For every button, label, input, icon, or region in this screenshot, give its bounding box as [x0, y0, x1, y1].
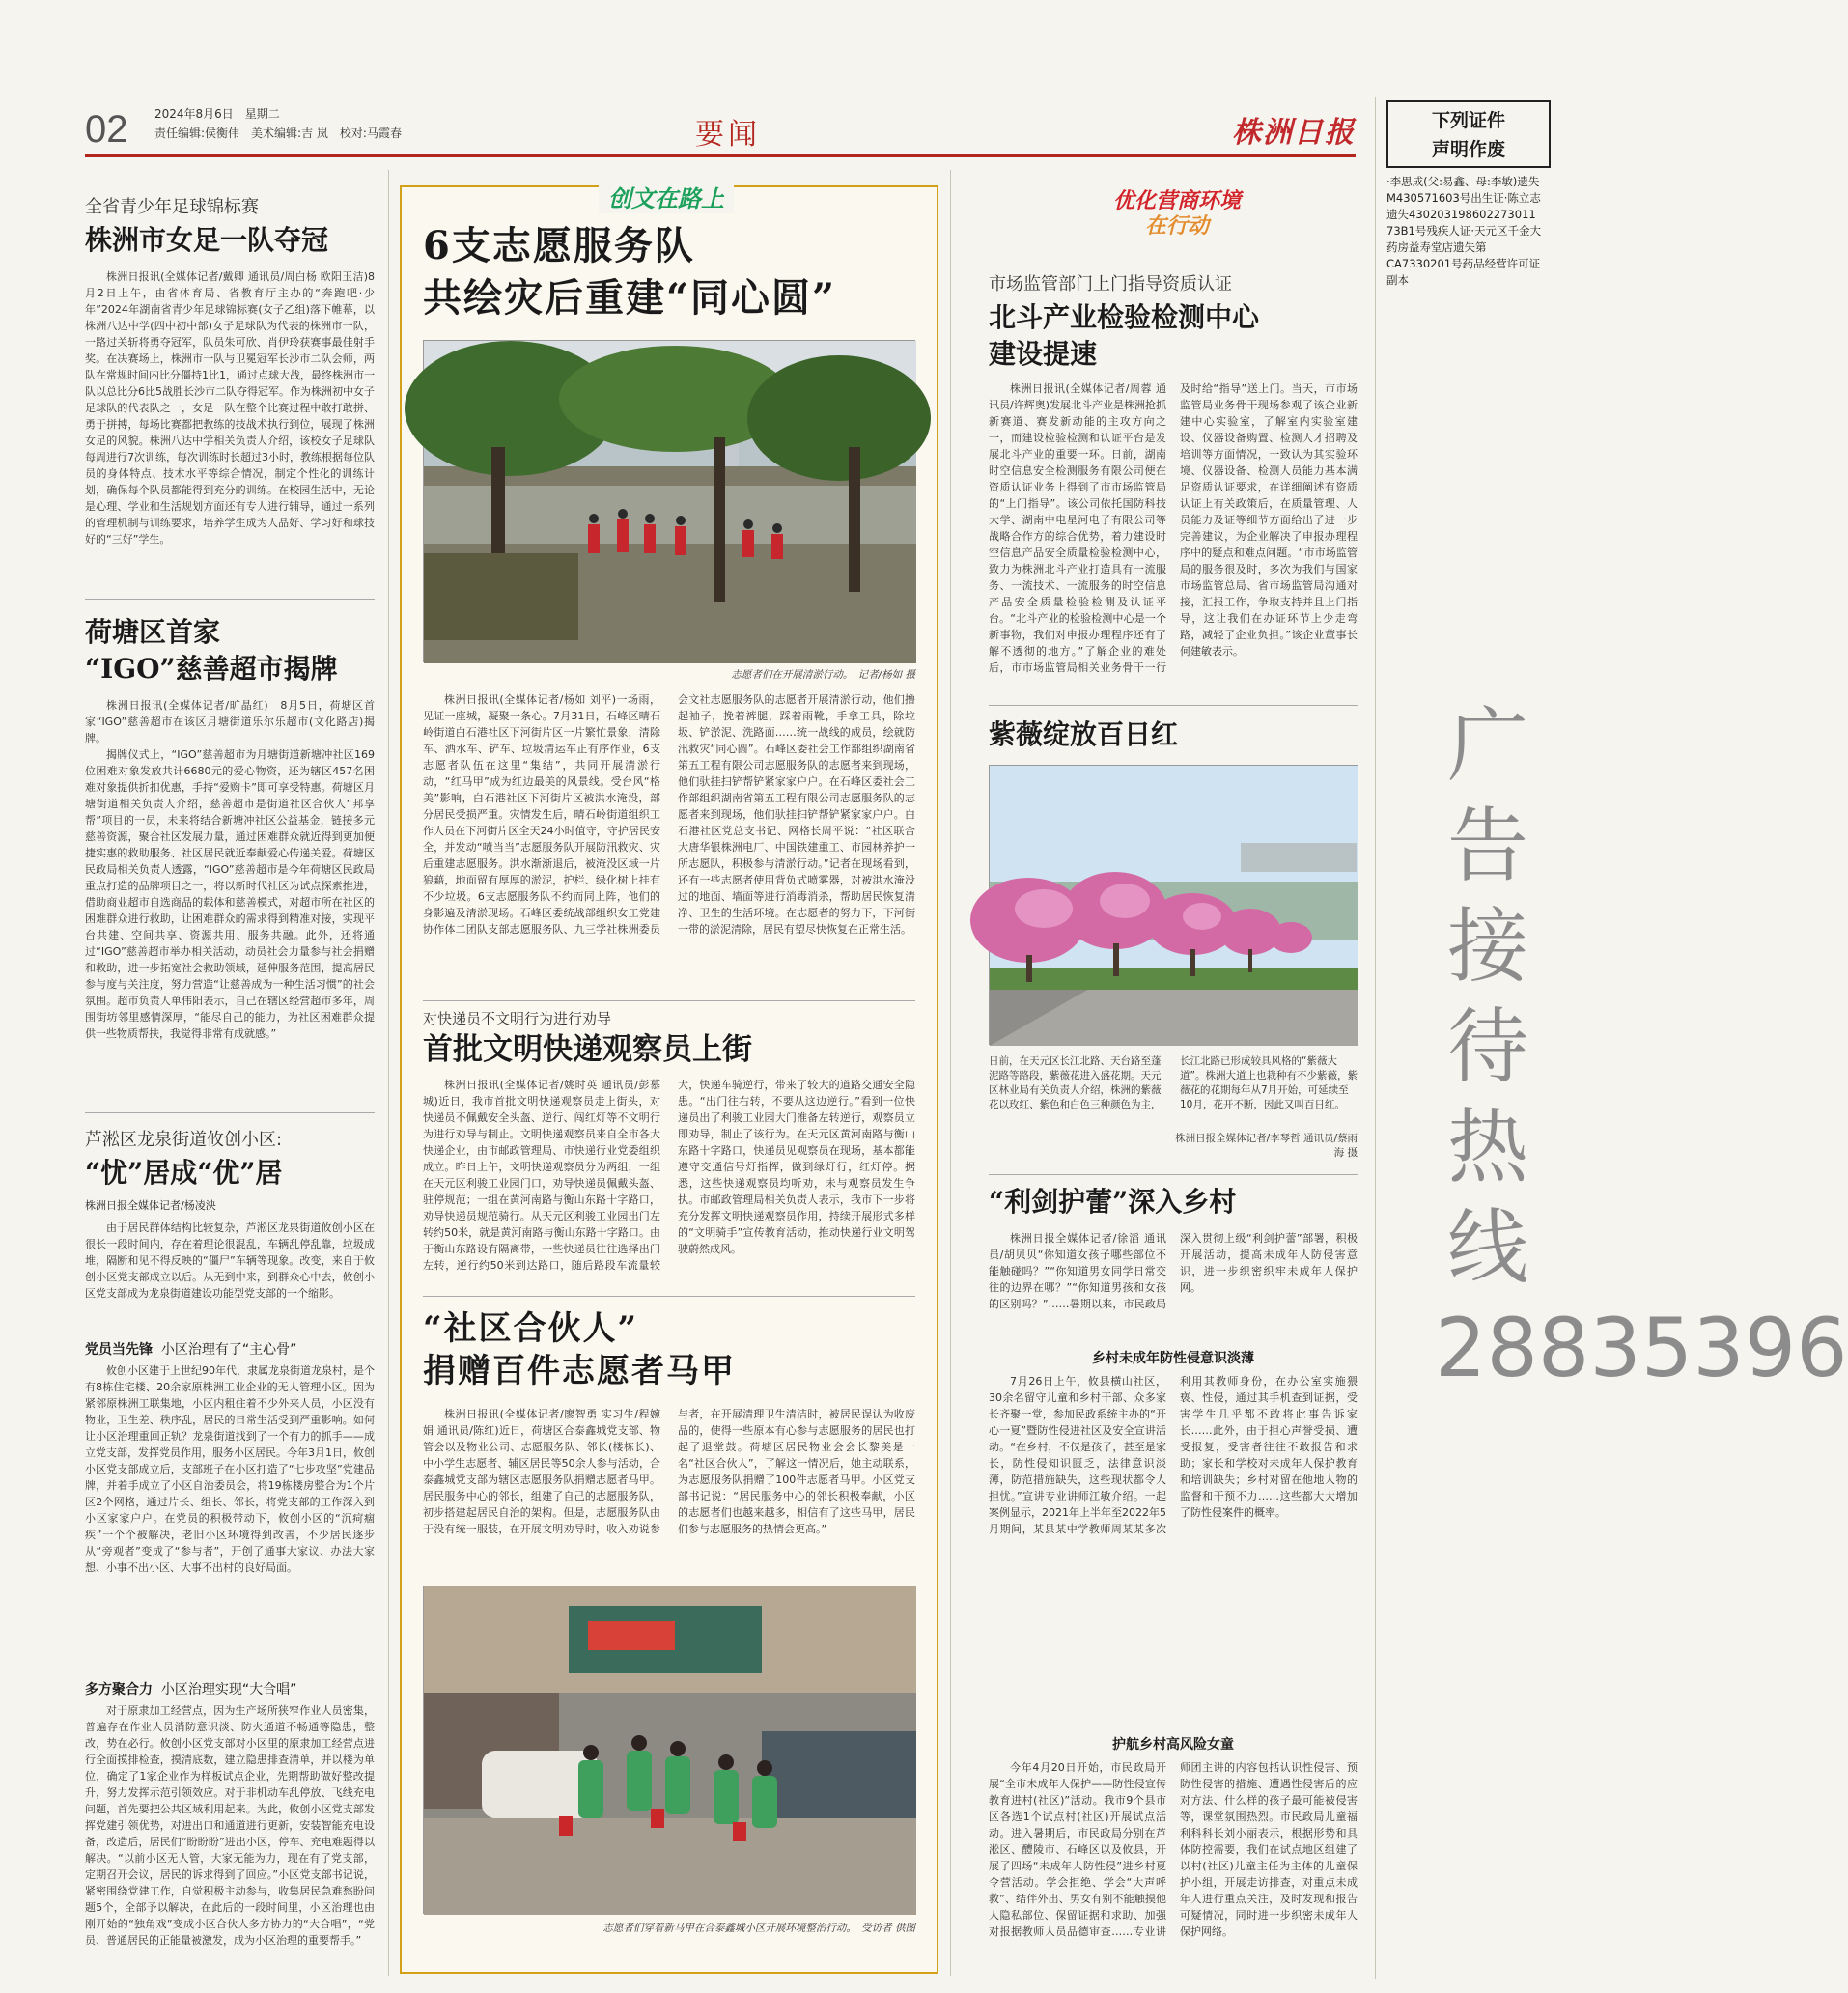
- article-byline: 株洲日报讯(全媒体记者/杨如 刘平): [444, 693, 617, 706]
- article-courier: [423, 1008, 915, 1297]
- article-kicker: 市场监管部门上门指导资质认证: [989, 274, 1232, 295]
- badge-line-2: 在行动: [1144, 214, 1209, 239]
- subheading-1: 乡村未成年防性侵意识淡薄: [1092, 1351, 1254, 1366]
- article-charity-market: [85, 614, 375, 1114]
- article-byline: 株洲日报讯(全媒体记者/周蓉 通讯员/许辉奥): [989, 382, 1166, 411]
- article-divider: [85, 599, 375, 600]
- article-byline: 株洲日报讯(全媒体记者/戴卿 通讯员/周白杨 欧阳玉洁): [106, 270, 368, 283]
- notice-body: ·李思成(父:易鑫、母:李敏)遗失M430571603号出生证·陈立志遗失430203198602273011 73B1号残疾人证·天元区千金大药房益寿堂店遗失第CA7330201号药品经营许可证副本: [1386, 175, 1541, 287]
- article-divider: [85, 1112, 375, 1113]
- article-divider: [423, 1296, 915, 1297]
- article-title-line2: 建设提速: [989, 338, 1098, 370]
- article-title: 株洲市女足一队夺冠: [85, 224, 329, 256]
- article-community-partner: [423, 1307, 915, 1568]
- subheading-tail: 小区治理有了“主心骨”: [160, 1342, 297, 1358]
- article-body: [85, 697, 375, 1114]
- article-kicker: 对快递员不文明行为进行劝导: [423, 1010, 612, 1027]
- article-title-line2: “IGO”慈善超市揭牌: [85, 653, 338, 685]
- notice-title-text: 下列证件 声明作废: [1431, 110, 1505, 160]
- article-text: 由于居民群体结构比较复杂，芦淞区龙泉街道攸创小区在很长一段时间内，存在着理论很混乱，车辆乱停乱靠，垃圾成堆，隔断和见不得反映的“僵尸”车辆等现象。改变，来自于攸创小区党支部成立以后。从无到中来，到群众心中去，攸创小区党支部成为龙泉街道建设功能型党支部的一个缩影。: [85, 1221, 375, 1300]
- article-body: [85, 1220, 375, 1333]
- article-body-3: [989, 1759, 1358, 1991]
- article-beidou: [989, 270, 1358, 722]
- article-divider: [423, 1000, 915, 1001]
- article-text-2: 攸创小区建于上世纪90年代，隶属龙泉街道龙泉村，是个有8栋住宅楼、20余家原株洲工业企业的无人管理小区。因为紧邻原株洲工联集地，小区内租住着不少外来人员，小区没有物业，卫生差、秩序乱，居民的日常生活受到严重影响。如何让小区治理重回正轨？龙泉街道找到了一个有力的抓手——成立党支部，发挥党员作用，服务小区居民。今年3月1日，攸创小区党支部成立后，支部班子在小区打造了“七步攻坚”党建品牌，并着手成立了小区自治委员会，将19栋楼房整合为1个片区2个网格，通过片长、组长、邻长，将党支部的工作深入到小区家家户户。在党员的积极带动下，攸创小区的“沉疴痼疾”一个个被解决，老旧小区环境得到改善，不少居民逐步从“旁观者”变成了“参与者”，开创了通事大家议、办法大家想、小事不出小区、大事不出村的良好局面。: [85, 1364, 375, 1574]
- column-divider-3: [950, 170, 951, 1976]
- article-text: 近日，我市首批文明快递观察员走上街头，对快递员不佩戴安全头盔、逆行、闯红灯等不文明行为进行劝导与制止。文明快递观察员来自全市各大快递企业，由市邮政管理局、市快递行业党委组织成立。昨日上午，文明快递观察员分为两组，一组在天元区利骏工业园门口，劝导快递员佩戴头盔、驻停规范；一组在黄河南路与衡山东路十字路口，劝导快递员规范骑行。从天元区利骏工业园出门左转约50米，就是黄河南路与衡山东路十字路口。由于衡山东路设有隔离带，一些快递员往往选择出门左转，逆行约50米到达路口，随后路段车流量较大，快递车骑逆行，带来了较大的道路交通安全隐患。“出门往右转，不要从这边逆行。”看到一位快递员出了利骏工业园大门准备左转逆行，观察员立即劝导，制止了该行为。在天元区黄河南路与衡山东路十字路口，快递员见观察员在现场，基本都能遵守交通信号灯指挥，做到绿灯行，红灯停。据悉，这些快递观察员均听劝，未与观察员发生争执。市邮政管理局相关负责人表示，我市下一步将充分发挥文明快递观察员作用，持续开展形式多样的“文明骑手”宣传教育活动，推动快递行业文明驾驶蔚然成风。: [423, 1079, 915, 1272]
- subheading-1: [85, 1339, 375, 1359]
- article-text: “你知道女孩子哪些部位不能触碰吗？”“你知道男女同学日常交往的边界在哪？”“你知道男孩和女孩的区别吗？”……暑期以来，市民政局深入贯彻上级“利剑护蕾”部署，积极开展活动，提高未成年人防侵害意识，进一步织密织牢未成年人保护网。: [989, 1232, 1358, 1310]
- photo-crape-myrtle: [989, 765, 1358, 1045]
- article-title-line1: 北斗产业检验检测中心: [989, 301, 1260, 333]
- photo-caption: 日前，在天元区长江北路、天台路至蓬泥路等路段，紫薇花进入盛花期。天元区林业局有关负责人介绍，株洲的紫薇花以玫红、紫色和白色三种颜色为主，长江北路已形成较具风格的“紫薇大道”。株洲大道上也栽种有不少紫薇，紫薇花的花期每年从7月开始，可延续至10月，花开不断，因此又叫百日红。: [989, 1055, 1358, 1110]
- article-kicker: 全省青少年足球锦标赛: [85, 197, 259, 217]
- article-body: [423, 691, 915, 993]
- article-body-2: [85, 1362, 375, 1673]
- article-body: [423, 1077, 915, 1297]
- article-football: [85, 193, 375, 558]
- subheading-lead: 多方聚合力: [85, 1682, 153, 1698]
- article-title-line1: “社区合伙人”: [423, 1309, 639, 1348]
- photo-credit: 株洲日报全媒体记者/李琴哲 通讯员/蔡雨海 摄: [1175, 1133, 1358, 1159]
- issue-date: 2024年8月6日 星期二: [154, 107, 280, 121]
- article-title-line1: 荷塘区首家: [85, 616, 221, 648]
- page-number: 02: [85, 108, 128, 151]
- article-youchuang: [85, 1126, 375, 1950]
- article-text-2: 7月26日上午，攸县横山社区，30余名留守儿童和乡村干部、众多家长齐聚一堂，参加民政系统主办的“开心一夏”暨防性侵进社区及安全宣讲活动。“在乡村，不仅是孩子，甚至是家长，防性侵知识匮乏，法律意识淡薄，防范措施缺失，这些现状都令人担忧。”宣讲专业讲师江敏介绍。一起案例显示，2021年上半年至2022年5月期间，某县某中学教师周某某多次利用其教师身份，在办公室实施猥亵、性侵，通过其手机查到证据，受害学生几乎都不敢将此事告诉家长……此外，由于担心声誉受损、遭受报复，受害者往往不敢报告和求助；家长和学校对未成年人保护教育和培训缺失；乡村对留在他地人物的监督和干预不力……这些都大大增加了防性侵案件的概率。: [989, 1375, 1358, 1535]
- article-byline: 株洲日报全媒体记者/杨凌泱: [85, 1199, 216, 1212]
- ad-hotline: 广告接待热线28835396: [1435, 698, 1848, 1395]
- article-body: [989, 380, 1358, 722]
- photo-caption: 志愿者们在开展清淤行动。 记者/杨如 摄: [731, 669, 915, 681]
- column-divider-1: [388, 170, 389, 1976]
- article-byline: 株洲日报讯(全媒体记者/姚时英 通讯员/彭慕城): [423, 1079, 660, 1108]
- article-text-3: 今年4月20日开始，市民政局开展“全市未成年人保护——防性侵宣传教育进村(社区)”活动。我市9个县市区各选1个试点村(社区)开展试点活动。进入暑期后，市民政局分别在芦淞区、醴陵市、石峰区以及攸县，开展了四场“未成年人防性侵”进乡村夏令营活动。学会拒绝、学会“大声呼救”、结伴外出、男女有别不能触摸他人隐私部位、保留证据和求助、加强对报据教师人员品德审查……专业讲师团主讲的内容包括认识性侵害、预防性侵害的措施、遭遇性侵害后的应对方法、什么样的孩子最可能被侵害等，课堂氛围热烈。市民政局儿童福利科科长刘小丽表示，根据形势和具体防控需要，我们在试点地区组建了以村(社区)儿童主任为主体的儿童保护小组，开展走访排查，对重点未成年人进行重点关注，及时发现和报告可疑情况，同时进一步织密未成年人保护网络。: [989, 1761, 1358, 1938]
- article-body: [989, 1230, 1358, 1340]
- article-title: 首批文明快递观察员上街: [423, 1032, 752, 1067]
- article-byline: 株洲日报全媒体记者/徐滔 通讯员/胡贝贝: [989, 1232, 1166, 1261]
- article-title-line1: 6支志愿服务队: [423, 223, 695, 268]
- article-body: [423, 1406, 915, 1568]
- notice-title: [1386, 100, 1551, 168]
- article-volunteer-teams: [423, 220, 915, 324]
- article-title-line2: 共绘灾后重建“同心圆”: [423, 275, 837, 321]
- article-text: 揭牌仪式上，“IGO”慈善超市为月塘街道新塘冲社区169位困难对象发放共计6680元的爱心物资，还为辖区457名困难对象提供折扣优惠，手持“爱购卡”即可享受特惠。荷塘区月塘街道相关负责人介绍，慈善超市是街道社区合伙人“邦享帮”项目的一员，未来将结合新塘冲社区公益基金，链接多元慈善资源，聚合社区发展力量，通过困难群众就近得到更加便捷实惠的救助服务、社区居民就近奉献爱心传递关爱。荷塘区民政局相关负责人透露，“IGO”慈善超市是今年荷塘区民政局重点打造的品牌项目之一，将以新时代社区为试点探索推进，借助商业超市自选商品的载体和慈善模式，对超市所在社区的困难群众进行救助，让困难群众的需求得到精准对接，实现平台共建、空间共享、资源共用、服务共融。此外，还将通过“IGO”慈善超市举办相关活动，动员社会力量参与社会捐赠和救助，进一步拓宽社会救助领域，延伸服务范围，提高居民参与度与关注度，努力营造“让慈善成为一种生活习惯”的社会氛围。超市负责人单伟阳表示，自己在辖区经营超市多年，周围街坊邻里感情深厚，“能尽自己的能力，为社区困难群众提供一些物质帮扶，我觉得非常有成就感。”: [85, 748, 375, 1040]
- subheading-2: [85, 1679, 375, 1698]
- article-text: 发展北斗产业是株洲抢抓新赛道、赛发新动能的主攻方向之一，而建设检验检测和认证平台是发展北斗产业的重要一环。日前，湖南时空信息安全检测服务有限公司便在资质认证业务上得到了市市场监管局的“上门指导”。该公司依托国防科技大学、湖南中电星河电子有限公司等战略合作方的综合优势，着力建设时空信息产品安全质量检验检测中心，致力为株洲北斗产业打造具有一流服务、一流技术、一流服务的时空信息产品安全质量检验检测及认证平台。“北斗产业的检验检测中心是一个新事物，我们对申报办理程序还有了解不透彻的地方。”了解企业的难处后，市市场监管局相关业务骨干一行及时给“指导”送上门。当天，市市场监管局业务骨干现场参观了该企业新建中心实验室，了解室内实验室建设、仪器设备购置、检测人才招聘及培训等方面情况，一致认为其实验环境、仪器设备、检测人员能力基本满足资质认证要求，在详细阐述有资质认证上有关政策后，在质量管理、人员能力及证等细节方面给出了进一步完善建议，为企业解决了申报办理程序中的疑点和难点问题。“市市场监管局的服务很及时，多次为我们与国家市场监管总局、省市场监管局沟通对接，汇报工作，争取支持并且上门指导，这让我们在办证环节上少走弯路，减轻了企业负担。”该企业董事长何建敏表示。: [989, 382, 1358, 674]
- photo-caption: 志愿者们穿着新马甲在合泰鑫城小区开展环境整治行动。 受访者 供图: [602, 1923, 915, 1934]
- subheading-tail: 小区治理实现“大合唱”: [160, 1682, 297, 1698]
- article-body-3: [85, 1702, 375, 1950]
- article-divider: [989, 705, 1358, 706]
- article-title: “忧”居成“优”居: [85, 1157, 283, 1189]
- subheading-2: 护航乡村高风险女童: [1112, 1737, 1234, 1753]
- article-title-line2: 捐赠百件志愿者马甲: [423, 1352, 736, 1390]
- article-text: 一场雨，见证一座城，凝聚一条心。7月31日，石峰区晴石岭街道白石港社区下河街片区一片繁忙景象，清除车、洒水车、铲车、垃圾清运车正有序作业，6支志愿者队伍在这里“集结”，共同开展清淤行动，“红马甲”成为红边最美的风景线。受台风“格美”影响，白石港社区下河街片区被洪水淹没，部分居民受损严重。灾情发生后，晴石岭街道组织工作人员在下河街片区全天24小时值守，守护居民安全，并发动“喷当当”志愿服务队开展防汛救灾、灾后重建志愿服务。洪水渐渐退后，被淹没区域一片狼藉，地面留有厚厚的淤泥，护栏、绿化树上挂有不少垃圾。6支志愿服务队不约而同上阵，他们的身影遍及清淤现场。石峰区委统战部组织女工党建协作体二团队支部志愿服务队、九三学社株洲委员会文社志愿服务队的志愿者开展清淤行动，他们撸起袖子，挽着裤腿，踩着雨靴，手拿工具，除垃圾、铲淤泥、洗路面……统一战线的成员，绘就防汛救灾“同心圆”。石峰区委社会工作部组织湖南省第五工程有限公司志愿服务队的志愿者来到现场，他们驮挂扫铲帮铲紧家家户户。在石峰区委社会工作部组织湖南省第五工程有限公司志愿服务队的志愿者来到现场，他们驮挂扫铲帮铲紧家家户户。白石港社区党总支书记、网格长周平说：“社区联合大唐华银株洲电厂、中国铁建重工、市园林养护一所志愿队，积极参与清淤行动。”记者在现场看到，还有一些志愿者使用背负式喷雾器，对被洪水淹没过的地面、墙面等进行消毒消杀，帮助居民恢复清净、卫生的生活环境。在志愿者的努力下，下河街一带的淤泥清除，居民有望尽快恢复在正常生活。: [423, 693, 915, 936]
- subheading-lead: 党员当先锋: [85, 1342, 153, 1358]
- notice-column-divider: [1375, 97, 1376, 1979]
- article-byline: 株洲日报讯(全媒体记者/廖智勇 实习生/程婉娟 通讯员/陈红): [423, 1408, 660, 1437]
- editor-credits: 责任编辑:侯衡伟 美术编辑:吉 岚 校对:马霞春: [154, 126, 402, 140]
- volunteer-vests-image: [424, 1586, 916, 1915]
- wenming-badge: 创文在路上: [599, 180, 734, 213]
- article-body: [85, 268, 375, 558]
- article-title: “利剑护蕾”深入乡村: [989, 1186, 1237, 1218]
- section-title: 要闻: [695, 118, 761, 152]
- article-text-3: 对于原隶加工经营点，因为生产场所狭窄作业人员密集，普遍存在作业人员消防意识淡、防火通道不畅通等隐患，整改，势在必行。攸创小区党支部对小区里的原隶加工经营点进行全面摸排检查，摸清底数，建立隐患排查清单，并以楼为单位，确定了1家企业作为样板试点企业，先期帮助做好整改提升，努力发挥示范引领效应。对于非机动车乱停放、飞线充电问题，首先要把公共区域利用起来。为此，攸创小区党支部发挥党建引领优势，对进出口和通道进行更新，安装智能充电设备，改造后，居民们“盼盼盼”进出小区，停车、充电难题得以解决。“以前小区无人管，大家无能为力，现在有了党支部，定期召开会议，居民的诉求得到了回应。”小区党支部书记说，紧密围绕党建工作，自觉积极主动参与，收集居民急难愁盼问题5个，全部予以解决，在此后的一段时间里，小区治理也由刚开始的“独角戏”变成小区合伙人多方协力的“大合唱”，“党员、普通居民的正能量被激发，成为小区治理的重要帮手。”: [85, 1704, 375, 1947]
- article-body-2: [989, 1373, 1358, 1726]
- badge-line-1: 优化营商环境: [1112, 189, 1241, 213]
- article-byline: 株洲日报讯(全媒体记者/旷晶红) 8月5日，荷塘区首家“IGO”慈善超市在该区月塘街道乐尔乐超市(文化路店)揭牌。: [85, 699, 375, 744]
- paper-name-logo: 株洲日报: [1232, 116, 1356, 150]
- photo-flood-cleanup: [423, 340, 915, 662]
- article-text: 8月2日上午，由省体育局、省教育厅主办的“奔跑吧·少年”2024年湖南省青少年足球锦标赛(女子乙组)落下帷幕，以株洲八达中学(四中初中部)女子足球队为代表的株洲市一队，一路过关斩将勇夺冠军，队员朱可欣、肖伊玲获赛事最佳射手奖。在决赛场上，株洲市一队与卫冕冠军长沙市二队会师，两队在常规时间内比分僵持1比1，通过点球大战，最终株洲市一队以总比分6比5战胜长沙市二队夺得冠军。作为株洲初中女子足球队的代表队之一，女足一队在整个比赛过程中敢打敢拼、勇于拼搏，每场比赛都把教练的技战术执行到位，展现了株洲女足的风貌。株洲八达中学相关负责人介绍，该校女子足球队每周进行7次训练，每次训练时长超过3小时，教练根据每位队员的身体特点、技术水平等综合情况，制定个性化的训练计划，确保每个队员都能得到充分的训练。在校园生活中，无论是心理、学业和生活规划方面还有专人进行辅导，通过一系列的管理机制与训练要求，培养学生成为人品好、学习好和球技好的“三好”学生。: [85, 270, 375, 546]
- photo-volunteer-vests: [423, 1586, 915, 1914]
- article-text: 近日，荷塘区合泰鑫城党支部、物管会以及物业公司、志愿服务队、邻长(楼栋长)、中小学生志愿者、辅区居民等50余人参与活动，合泰鑫城党支部为辖区志愿服务队捐赠志愿者马甲。居民服务中心的邻长，组建了自己的志愿服务队，初步搭建起居民自治的架构。但是，志愿服务队由于没有统一服装，在开展文明劝导时，收入劝说参与者，在开展清理卫生清洁时，被居民误认为收废品的，使得一些原本有心参与志愿服务的居民也打起了退堂鼓。荷塘区居民物业会会长黎美是一名“社区合伙人”，了解这一情况后，她主动联系，为志愿服务队捐赠了100件志愿者马甲。小区党支部书记说：“居民服务中心的邻长积极奉献，小区的志愿者们也越来越多，相信有了这些马甲，居民们参与志愿服务的热情会更高。”: [423, 1408, 915, 1535]
- flood-cleanup-image: [424, 341, 916, 663]
- business-env-badge: [1095, 189, 1259, 239]
- article-title: 紫薇绽放百日红: [989, 718, 1179, 750]
- article-divider: [989, 1174, 1358, 1175]
- article-child-protection: [989, 1184, 1358, 1991]
- article-kicker: 芦淞区龙泉街道攸创小区:: [85, 1130, 283, 1150]
- header-rule: [85, 154, 1356, 157]
- crape-myrtle-image: [990, 766, 1358, 1046]
